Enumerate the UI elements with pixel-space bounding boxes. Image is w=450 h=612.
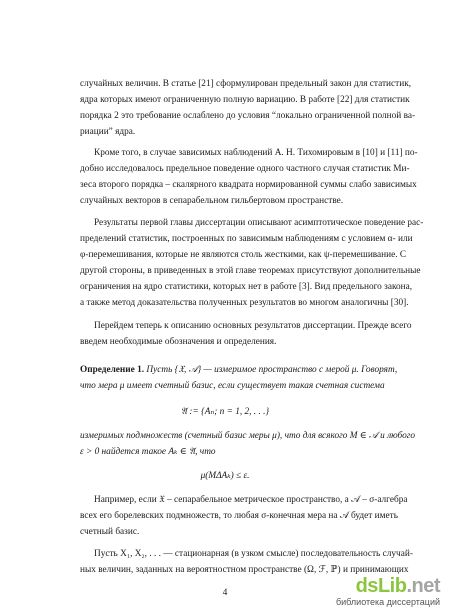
text-line: а также метод доказательства полученных результатов во многом аналогичны [30]. xyxy=(80,298,409,308)
text-line: ядра которых имеют ограниченную полную вариацию. В работе [22] для статистик xyxy=(80,95,410,105)
definition-line: измеримых подмножеств (счетный базис меры μ), что для всякого M ∈ 𝒜 и любого xyxy=(80,431,416,441)
text-line: порядка 2 это требование ослаблено до условия “локально ограниченной полной ва- xyxy=(80,111,416,121)
text-line: Кроме того, в случае зависимых наблюдений А. Н. Тихомировым в [10] и [11] по- xyxy=(94,148,418,158)
definition-line: Определение 1. Пусть {𝔛, 𝒜} — измеримое пространство с мерой μ. Говорят, xyxy=(80,365,398,375)
definition-line: ε > 0 найдется такое Aₖ ∈ 𝔄, что xyxy=(80,447,216,457)
text-line: случайных векторов в сепарабельном гильбертовом пространстве. xyxy=(80,196,344,206)
definition-line: что мера μ имеет счетный базис, если существует такая счетная система xyxy=(80,381,385,391)
page-number: 4 xyxy=(222,588,228,598)
text-line: ных величин, заданных на вероятностном пространстве (Ω, ℱ, ℙ) и принимающих xyxy=(80,565,409,575)
watermark-subtitle: библиотека диссертаций xyxy=(335,597,440,607)
watermark xyxy=(336,575,440,608)
text-line: пределений статистик, построенных по зависимым наблюдениям с условием α- или xyxy=(80,234,413,244)
text-line: φ-перемешивания, которые не являются столь жесткими, как ψ-перемешивание. С xyxy=(80,250,407,260)
text-line: случайных величин. В статье [21] сформулирован предельный закон для статистик, xyxy=(80,79,412,89)
watermark-logo: dsLib.net xyxy=(355,575,440,597)
text-line: Например, если 𝔛 – сепарабельное метрическое пространство, а 𝒜 – σ-алгебра xyxy=(94,495,408,505)
text-line: всех его борелевских подмножеств, то любая σ-конечная мера на 𝒜 будет иметь xyxy=(80,511,398,521)
text-line: зеса второго порядка – скалярного квадрата нормированной суммы слабо зависимых xyxy=(80,180,417,190)
text-line: Результаты первой главы диссертации описывают асимптотическое поведение рас- xyxy=(94,218,424,228)
formula-basis: 𝔄 := {Aₙ; n = 1, 2, . . .} xyxy=(180,407,270,417)
text-line: введем необходимые обозначения и определения. xyxy=(80,337,277,347)
text-line: риации” ядра. xyxy=(80,127,136,137)
text-line: Перейдем теперь к описанию основных результатов диссертации. Прежде всего xyxy=(94,321,412,331)
text-line: Пусть X₁, X₂, . . . — стационарная (в узком смысле) последовательность случай- xyxy=(94,549,413,559)
text-line: добно исследовалось предельное поведение одного частного случая статистик Ми- xyxy=(80,164,410,174)
text-line: другой стороны, в приведенных в этой главе теоремах присутствуют дополнительные xyxy=(80,266,421,276)
formula-measure: μ(MΔAₖ) ≤ ε. xyxy=(200,471,250,481)
text-line: ограничения на ядро статистики, которых нет в работе [3]. Вид предельного закона, xyxy=(80,282,413,292)
text-line: счетный базис. xyxy=(80,527,140,537)
